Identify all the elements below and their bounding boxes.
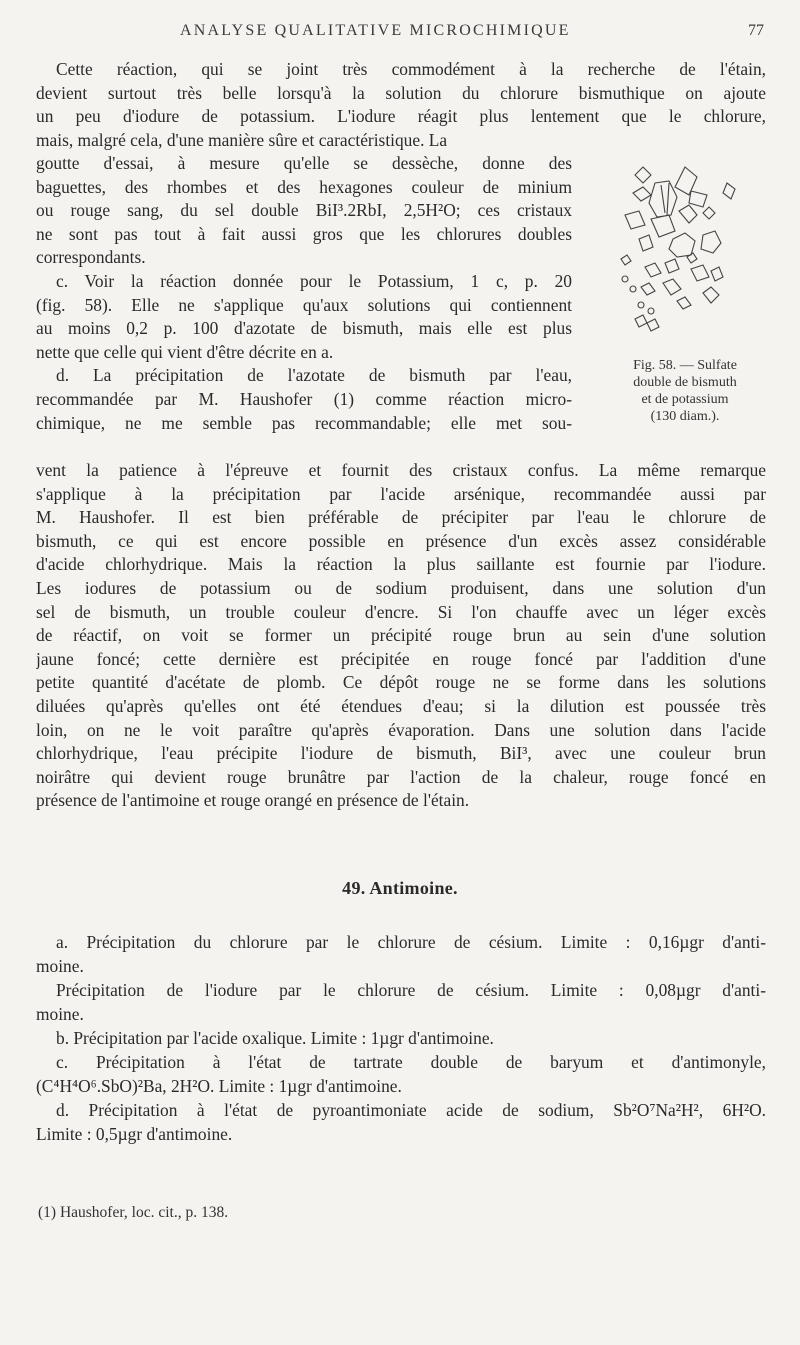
text-line: goutte d'essai, à mesure qu'elle se dessèche, donne des [36, 153, 572, 173]
paragraph-tin-reaction [36, 58, 766, 152]
footnote: (1) Haushofer, loc. cit., p. 138. [38, 1204, 229, 1221]
figure-58 [585, 155, 785, 455]
text-line: ou rouge sang, du sel double BiI³.2RbI, 2,5H²O; ces cristaux [36, 200, 572, 221]
list-item: (C⁴H⁴O⁶.SbO)²Ba, 2H²O. Limite : 1µgr d'antimoine. [36, 1076, 402, 1096]
list-item: b. Précipitation par l'acide oxalique. Limite : 1µgr d'antimoine. [56, 1028, 494, 1048]
text-line: diluées qu'après qu'elles ont été étendues d'eau; si la dilution est poussée très [36, 695, 766, 716]
text-line: d'acide chlorhydrique. Mais la réaction la plus saillante est fournie par l'iodure. [36, 554, 766, 575]
figure-caption [585, 357, 785, 425]
text-line: chlorhydrique, l'eau précipite l'iodure de bismuth, BiI³, avec une couleur brun [36, 743, 766, 764]
text-line: loin, on ne le voit paraître qu'après évaporation. Dans une solution dans l'acide [36, 719, 766, 740]
text-line: mais, malgré cela, d'une manière sûre et caractéristique. La [36, 129, 448, 150]
text-line: nette que celle qui vient d'être décrite en a. [36, 341, 334, 362]
text-line: M. Haushofer. Il est bien préférable de précipiter par l'eau le chlorure de [36, 507, 766, 528]
text-line: au moins 0,2 p. 100 d'azotate de bismuth, mais elle est plus [36, 318, 572, 339]
antimony-reactions [36, 930, 766, 1146]
text-line: petite quantité d'acétate de plomb. Ce dépôt rouge ne se forme dans les solutions [36, 672, 766, 693]
caption-line: (130 diam.). [650, 409, 720, 424]
list-item: moine. [36, 1004, 84, 1024]
text-line: (fig. 58). Elle ne s'applique qu'aux solutions qui contiennent [36, 294, 572, 315]
page-number: 77 [748, 22, 764, 39]
text-line: d. La précipitation de l'azotate de bismuth par l'eau, [56, 365, 572, 386]
list-item: moine. [36, 956, 84, 976]
running-title: ANALYSE QUALITATIVE MICROCHIMIQUE [180, 22, 571, 39]
running-header [0, 22, 800, 46]
text-line: noirâtre qui devient rouge brunâtre par l'action de la chaleur, rouge foncé en [36, 766, 766, 787]
list-item: d. Précipitation à l'état de pyroantimoniate acide de sodium, Sb²O⁷Na²H², 6H²O. [56, 1100, 766, 1120]
text-line: présence de l'antimoine et rouge orangé en présence de l'étain. [36, 790, 470, 811]
text-line: chimique, ne me semble pas recommandable; elle met sou- [36, 412, 572, 433]
caption-line: Fig. 58. — Sulfate [633, 358, 737, 373]
list-item: c. Précipitation à l'état de tartrate double de baryum et d'antimonyle, [56, 1052, 766, 1072]
text-line: vent la patience à l'épreuve et fournit des cristaux confus. La même remarque [36, 460, 766, 480]
caption-line: double de bismuth [633, 375, 737, 390]
list-item: a. Précipitation du chlorure par le chlorure de césium. Limite : 0,16µgr d'anti- [56, 932, 766, 952]
text-line: Cette réaction, qui se joint très commodément à la recherche de l'étain, [56, 59, 766, 79]
text-line: c. Voir la réaction donnée pour le Potassium, 1 c, p. 20 [56, 270, 572, 291]
text-line: sel de bismuth, un trouble couleur d'encre. Si l'on chauffe avec un léger excès [36, 601, 766, 622]
text-line: de réactif, on voit se former un précipité rouge brun au sein d'une solution [36, 625, 766, 646]
list-item: Précipitation de l'iodure par le chlorure de césium. Limite : 0,08µgr d'anti- [56, 980, 766, 1000]
text-line: baguettes, des rhombes et des hexagones couleur de minium [36, 176, 572, 197]
text-line: correspondants. [36, 247, 146, 268]
text-line: Les iodures de potassium ou de sodium produisent, dans une solution d'un [36, 577, 766, 598]
text-line: devient surtout très belle lorsqu'à la solution du chlorure bismuthique on ajoute [36, 82, 766, 103]
crystal-illustration [585, 155, 785, 355]
section-heading: 49. Antimoine. [342, 878, 458, 898]
caption-line: et de potassium [641, 392, 729, 407]
wrapped-text-column [36, 152, 572, 435]
text-line: jaune foncé; cette dernière est précipitée en rouge foncé par l'addition d'une [36, 648, 766, 669]
text-line: un peu d'iodure de potassium. L'iodure réagit plus lentement que le chlorure, [36, 106, 766, 127]
text-line: bismuth, ce qui est encore possible en présence d'un excès assez considérable [36, 530, 766, 551]
paragraph-iodide [36, 459, 766, 813]
text-line: ne sont pas tout à fait aussi gros que les chlorures doubles [36, 223, 572, 244]
list-item: Limite : 0,5µgr d'antimoine. [36, 1124, 233, 1144]
text-line: recommandée par M. Haushofer (1) comme réaction micro- [36, 388, 572, 409]
text-line: s'applique à la précipitation par l'acide arsénique, recommandée aussi par [36, 483, 766, 504]
